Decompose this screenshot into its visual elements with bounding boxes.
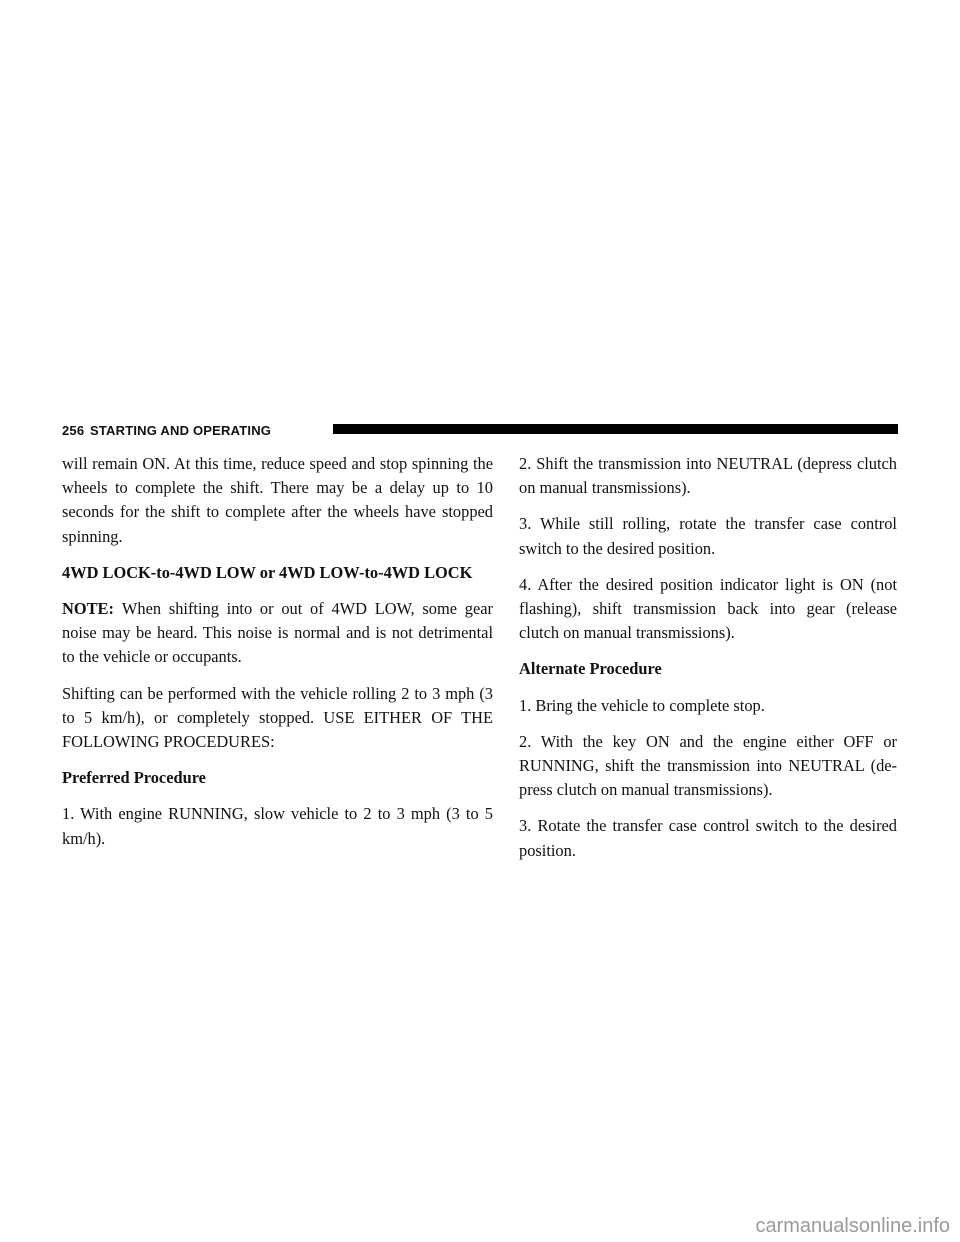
- page-number: 256: [62, 423, 85, 438]
- alt-step-1: 1. Bring the vehicle to complete stop.: [519, 695, 765, 715]
- step-3: 3. While still rolling, rotate the transfer case control switch to the desired position.: [519, 514, 897, 558]
- note-paragraph: [62, 597, 493, 670]
- paragraph-continuation: will remain ON. At this time, reduce speed and stop spinning the wheels to complete the shift. There may be a delay up to 10 seconds for the shift to complete after the wheels have stopped spinning.: [62, 454, 493, 546]
- site-watermark: carmanualsonline.info: [755, 1215, 950, 1237]
- page-header: [62, 421, 898, 441]
- note-text: When shifting into or out of 4WD LOW, some gear noise may be heard. This noise is normal and is not detrimental to the vehicle or occupants.: [62, 599, 493, 667]
- alt-step-2: 2. With the key ON and the engine either OFF or RUNNING, shift the transmission into NEUTRAL (de-press clutch on manual transmissions).: [519, 731, 897, 800]
- heading-alternate-procedure: Alternate Procedure: [519, 659, 662, 679]
- section-title: STARTING AND OPERATING: [90, 423, 272, 438]
- step-2: 2. Shift the transmission into NEUTRAL (depress clutch on manual transmissions).: [519, 454, 897, 498]
- note-label: NOTE:: [62, 599, 114, 619]
- heading-4wd-lock-low: 4WD LOCK-to-4WD LOW or 4WD LOW-to-4WD LOCK: [62, 562, 473, 582]
- right-column: [519, 452, 897, 875]
- paragraph-shifting: Shifting can be performed with the vehicle rolling 2 to 3 mph (3 to 5 km/h), or completely stopped. USE EITHER OF THE FOLLOWING PROCEDURES:: [62, 683, 493, 752]
- step-1: 1. With engine RUNNING, slow vehicle to 2 to 3 mph (3 to 5 km/h).: [62, 804, 493, 848]
- heading-preferred-procedure: Preferred Procedure: [62, 768, 206, 788]
- step-4: 4. After the desired position indicator light is ON (not flashing), shift transmission back into gear (release clutch on manual transmissions).: [519, 574, 897, 643]
- left-column: [62, 452, 493, 863]
- header-rule: [333, 424, 898, 434]
- alt-step-3: 3. Rotate the transfer case control switch to the desired position.: [519, 816, 897, 860]
